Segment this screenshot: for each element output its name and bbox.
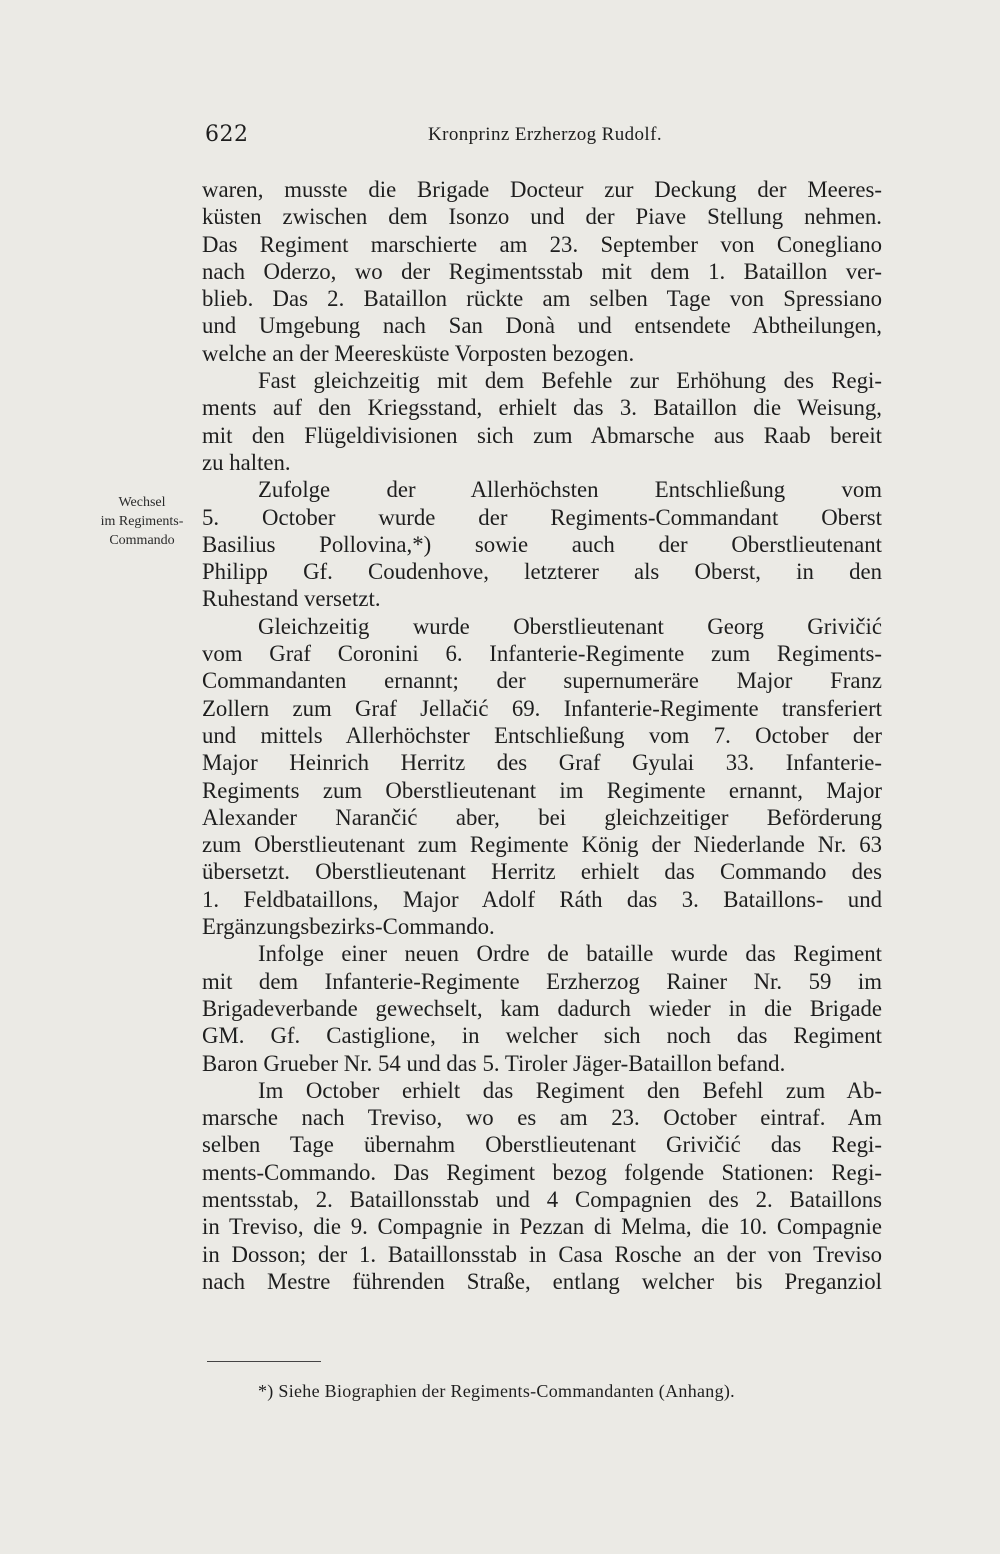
text-line: mit den Flügeldivisionen sich zum Abmarsche aus Raab bereit [202, 422, 882, 448]
text-line: Basilius Pollovina,*) sowie auch der Oberstlieutenant [202, 531, 882, 557]
text-line: mit dem Infanterie-Regimente Erzherzog Rainer Nr. 59 im [202, 968, 882, 994]
text-line: Infolge einer neuen Ordre de bataille wurde das Regiment [258, 941, 882, 967]
text-line: vom Graf Coronini 6. Infanterie-Regimente zum Regiments- [202, 641, 882, 667]
text-line: übersetzt. Oberstlieutenant Herritz erhielt das Commando des [202, 859, 882, 885]
text-line: waren, musste die Brigade Docteur zur Deckung der Meeres- [202, 177, 882, 202]
text-line: ments-Commando. Das Regiment bezog folgende Stationen: Regi- [202, 1159, 882, 1185]
text-line: Zufolge der Allerhöchsten Entschließung vom [258, 477, 882, 503]
text-line: 1. Feldbataillons, Major Adolf Ráth das 3. Bataillons- und [202, 886, 882, 912]
text-line: Philipp Gf. Coudenhove, letzterer als Oberst, in den [202, 559, 882, 585]
text-line: Gleichzeitig wurde Oberstlieutenant Georg Grivičić [258, 613, 882, 639]
text-line: nach Mestre führenden Straße, entlang welcher bis Preganziol [202, 1268, 882, 1294]
body-text [202, 176, 882, 1295]
text-line: Commandanten ernannt; der supernumeräre Major Franz [202, 668, 882, 694]
text-line: Baron Grueber Nr. 54 und das 5. Tiroler Jäger-Bataillon befand. [202, 1050, 786, 1076]
margin-note-line: Wechsel [118, 495, 166, 510]
text-line: Major Heinrich Herritz des Graf Gyulai 33. Infanterie- [202, 750, 882, 776]
text-line: selben Tage übernahm Oberstlieutenant Grivičić das Regi- [202, 1132, 882, 1158]
text-line: GM. Gf. Castiglione, in welcher sich noch das Regiment [202, 1023, 882, 1049]
text-line: ments auf den Kriegsstand, erhielt das 3. Bataillon die Weisung, [202, 395, 882, 421]
text-line: nach Oderzo, wo der Regimentsstab mit dem 1. Bataillon ver- [202, 258, 882, 284]
text-line: Alexander Narančić aber, bei gleichzeitiger Beförderung [202, 804, 882, 830]
text-line: und mittels Allerhöchster Entschließung vom 7. October der [202, 722, 882, 748]
text-line: Das Regiment marschierte am 23. September von Conegliano [202, 231, 882, 257]
text-line: Fast gleichzeitig mit dem Befehle zur Erhöhung des Regi- [258, 368, 882, 394]
margin-note-line: im Regiments- [100, 514, 184, 529]
footnote: *) Siehe Biographien der Regiments-Commandanten (Anhang). [258, 1381, 735, 1401]
text-line: in Treviso, die 9. Compagnie in Pezzan di Melma, die 10. Compagnie [202, 1214, 882, 1240]
text-line: in Dosson; der 1. Bataillonsstab in Casa Rosche an der von Treviso [202, 1241, 882, 1267]
text-line: marsche nach Treviso, wo es am 23. October eintraf. Am [202, 1105, 882, 1131]
text-line: Ruhestand versetzt. [202, 586, 381, 612]
text-line: zu halten. [202, 449, 291, 475]
running-title: Kronprinz Erzherzog Rudolf. [428, 124, 662, 145]
text-line: 5. October wurde der Regiments-Commandant Oberst [202, 504, 882, 530]
text-line: mentsstab, 2. Bataillonsstab und 4 Compagnien des 2. Bataillons [202, 1186, 882, 1212]
text-line: Zollern zum Graf Jellačić 69. Infanterie-Regimente transferiert [202, 695, 882, 721]
footnote-rule [207, 1361, 321, 1362]
text-line: Regiments zum Oberstlieutenant im Regimente ernannt, Major [202, 777, 882, 803]
text-line: küsten zwischen dem Isonzo und der Piave Stellung nehmen. [202, 204, 882, 230]
margin-note [92, 493, 192, 550]
page-number: 622 [205, 122, 249, 147]
text-line: blieb. Das 2. Bataillon rückte am selben Tage von Spressiano [202, 286, 882, 312]
text-line: und Umgebung nach San Donà und entsendete Abtheilungen, [202, 313, 882, 339]
text-line: Brigadeverbande gewechselt, kam dadurch wieder in die Brigade [202, 995, 882, 1021]
text-line: Ergänzungsbezirks-Commando. [202, 914, 495, 940]
text-line: Im October erhielt das Regiment den Befehl zum Ab- [258, 1077, 882, 1103]
text-line: welche an der Meeresküste Vorposten bezogen. [202, 340, 635, 366]
page-header [205, 122, 885, 156]
margin-note-line: Commando [109, 533, 175, 548]
text-line: zum Oberstlieutenant zum Regimente König der Niederlande Nr. 63 [202, 832, 882, 858]
